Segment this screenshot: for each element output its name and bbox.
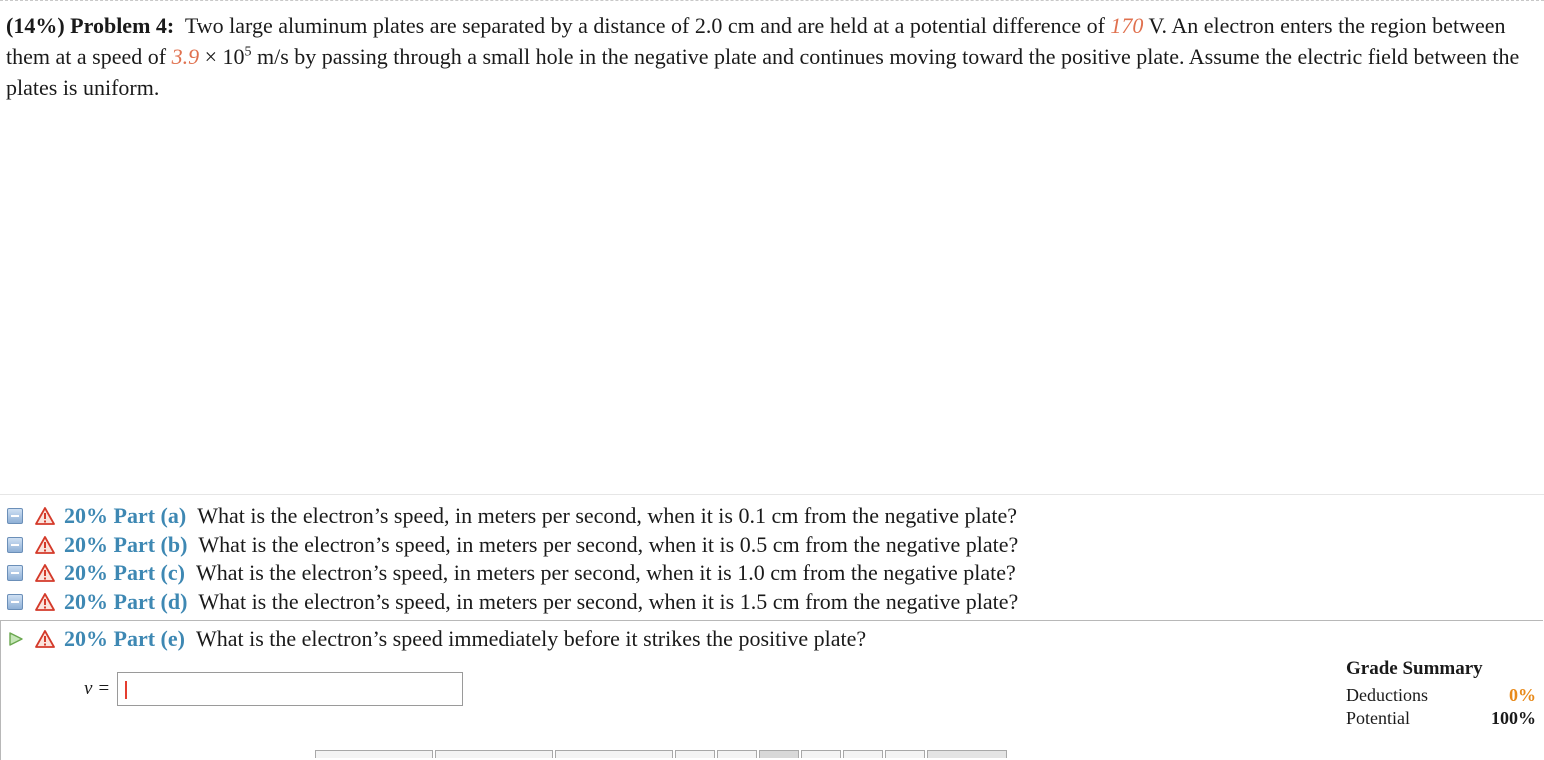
- part-c-question: What is the electron’s speed, in meters per second, when it is 1.0 cm from the negative plate?: [195, 560, 1016, 586]
- answer-area: [84, 672, 463, 706]
- problem-text-2: V. An electron enters the region between them at a speed of: [6, 13, 1506, 69]
- speed-times: × 10: [204, 44, 245, 69]
- keypad-button[interactable]: [759, 750, 799, 758]
- part-c-label[interactable]: 20% Part (c): [64, 560, 185, 586]
- keypad-button[interactable]: [885, 750, 925, 758]
- part-e-label[interactable]: 20% Part (e): [64, 626, 185, 651]
- keypad-strip: [315, 750, 1009, 758]
- collapse-icon[interactable]: [7, 508, 23, 524]
- warning-icon: [35, 507, 55, 525]
- answer-equals: =: [98, 678, 110, 699]
- problem-statement: [6, 10, 1536, 103]
- part-e-row[interactable]: [0, 624, 866, 654]
- problem-weight: (14%): [6, 13, 65, 38]
- keypad-button[interactable]: [675, 750, 715, 758]
- part-a-label[interactable]: 20% Part (a): [64, 503, 187, 529]
- grade-summary-title: Grade Summary: [1346, 658, 1483, 679]
- problem-text-1: Two large aluminum plates are separated by a distance of 2.0 cm and are held at a potential difference of: [184, 13, 1105, 38]
- grade-summary: [1346, 658, 1536, 730]
- answer-variable: v: [84, 678, 93, 699]
- keypad-button[interactable]: [843, 750, 883, 758]
- part-e-question: What is the electron’s speed immediately before it strikes the positive plate?: [195, 626, 867, 651]
- part-c-row[interactable]: [0, 559, 1544, 588]
- answer-input[interactable]: [117, 672, 463, 706]
- part-d-row[interactable]: [0, 588, 1544, 617]
- speed-exponent: 5: [244, 44, 252, 60]
- collapse-icon[interactable]: [7, 537, 23, 553]
- problem-text-3: m/s by passing through a small hole in the negative plate and continues moving toward the positive plate. Assume the electric field between the plates is uniform.: [6, 44, 1520, 100]
- potential-row: [1346, 707, 1536, 730]
- parts-list: [0, 502, 1544, 616]
- part-d-label[interactable]: 20% Part (d): [64, 588, 188, 614]
- warning-icon: [35, 536, 55, 554]
- expand-play-icon[interactable]: [8, 631, 24, 647]
- keypad-button[interactable]: [315, 750, 433, 758]
- keypad-button[interactable]: [555, 750, 673, 758]
- warning-icon: [35, 564, 55, 582]
- part-a-row[interactable]: [0, 502, 1544, 531]
- potential-value: 100%: [1491, 708, 1536, 728]
- keypad-button[interactable]: [801, 750, 841, 758]
- part-b-row[interactable]: [0, 531, 1544, 560]
- part-b-question: What is the electron’s speed, in meters per second, when it is 0.5 cm from the negative plate?: [198, 531, 1019, 557]
- deductions-row: [1346, 684, 1536, 707]
- keypad-button[interactable]: [435, 750, 553, 758]
- part-b-label[interactable]: 20% Part (b): [64, 531, 188, 557]
- keypad-button[interactable]: [927, 750, 1007, 758]
- collapse-icon[interactable]: [7, 594, 23, 610]
- potential-label: Potential: [1346, 708, 1410, 728]
- deductions-value: 0%: [1509, 685, 1536, 705]
- warning-icon: [35, 630, 55, 648]
- text-caret: [125, 681, 127, 699]
- part-a-question: What is the electron’s speed, in meters per second, when it is 0.1 cm from the negative plate?: [197, 503, 1018, 529]
- problem-title: Problem 4:: [70, 13, 175, 38]
- warning-icon: [35, 593, 55, 611]
- part-d-question: What is the electron’s speed, in meters per second, when it is 1.5 cm from the negative plate?: [198, 588, 1019, 614]
- deductions-label: Deductions: [1346, 685, 1428, 705]
- top-divider: [0, 0, 1544, 1]
- given-speed: 3.9: [171, 44, 200, 69]
- keypad-button[interactable]: [717, 750, 757, 758]
- collapse-icon[interactable]: [7, 565, 23, 581]
- given-voltage: 170: [1110, 13, 1144, 38]
- section-divider: [0, 494, 1544, 495]
